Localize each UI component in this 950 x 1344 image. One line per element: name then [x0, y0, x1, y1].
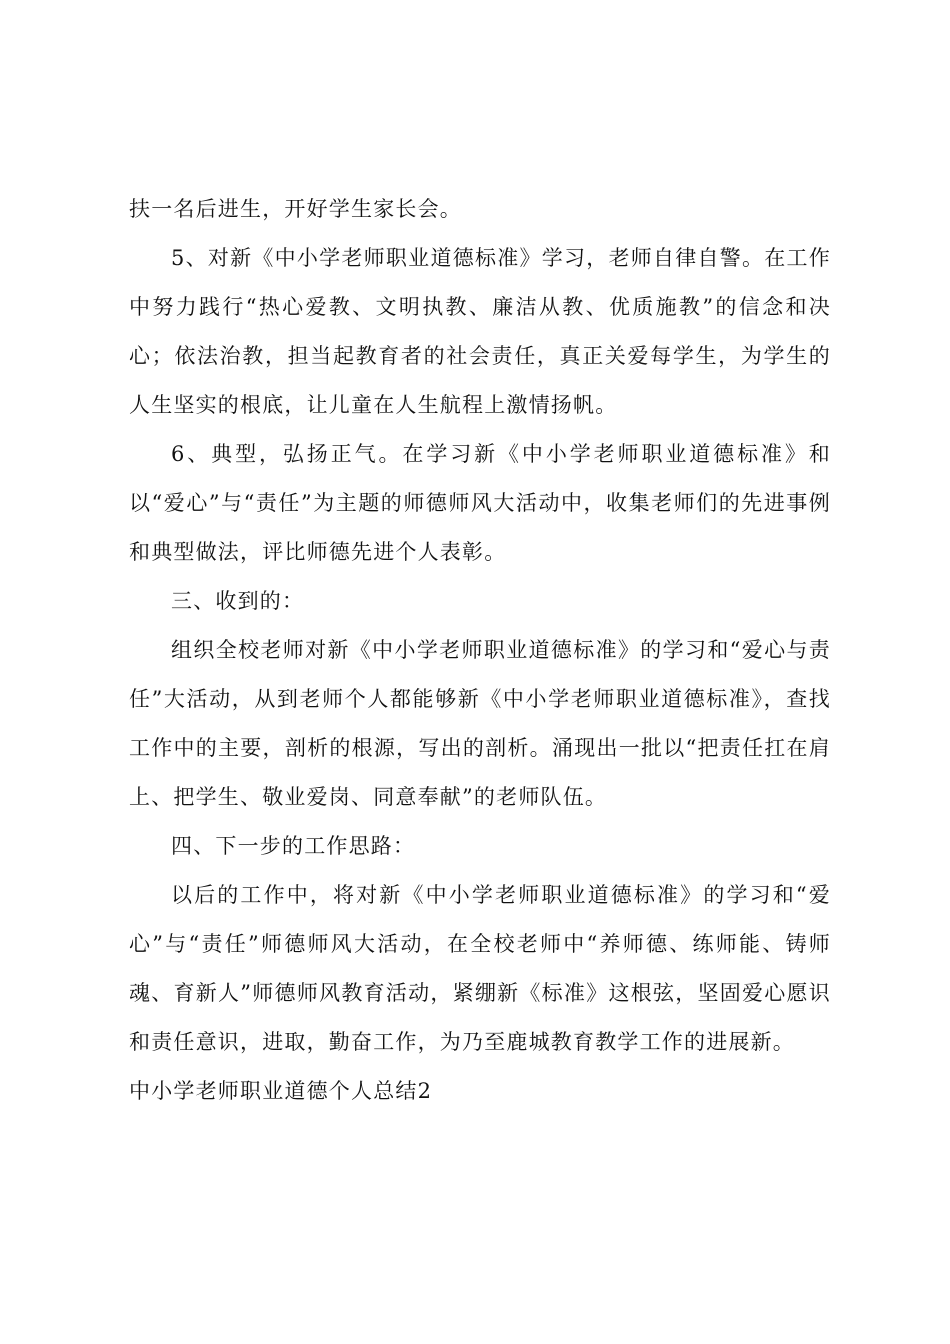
paragraph-item-5: 5、对新《中小学老师职业道德标准》学习，老师自律自警。在工作中努力践行“热心爱教、文明执教、廉洁从教、优质施教”的信念和决心；依法治教，担当起教育者的社会责任，真正关爱每学生，为学生的人生坚实的根底，让儿童在人生航程上激情扬帆。	[129, 246, 831, 417]
section-title: 中小学老师职业道德个人总结2	[129, 1079, 433, 1103]
section-heading-results: 三、收到的：	[171, 589, 305, 613]
paragraph-results: 组织全校老师对新《中小学老师职业道德标准》的学习和“爱心与责任”大活动，从到老师个人都能够新《中小学老师职业道德标准》，查找工作中的主要，剖析的根源，写出的剖析。涌现出一批以“把责任扛在肩上、把学生、敬业爱岗、同意奉献”的老师队伍。	[129, 638, 831, 809]
paragraph-next-steps: 以后的工作中，将对新《中小学老师职业道德标准》的学习和“爱心”与“责任”师德师风大活动，在全校老师中“养师德、练师能、铸师魂、育新人”师德师风教育活动，紧绷新《标准》这根弦，坚固爱心愿识和责任意识，进取，勤奋工作，为乃至鹿城教育教学工作的进展新。	[129, 883, 831, 1054]
section-heading-next-steps: 四、下一步的工作思路：	[171, 834, 416, 858]
document-body	[129, 185, 831, 1116]
paragraph-item-6: 6、典型，弘扬正气。在学习新《中小学老师职业道德标准》和以“爱心”与“责任”为主题的师德师风大活动中，收集老师们的先进事例和典型做法，评比师德先进个人表彰。	[129, 442, 831, 564]
paragraph-continuation: 扶一名后进生，开好学生家长会。	[129, 197, 462, 221]
